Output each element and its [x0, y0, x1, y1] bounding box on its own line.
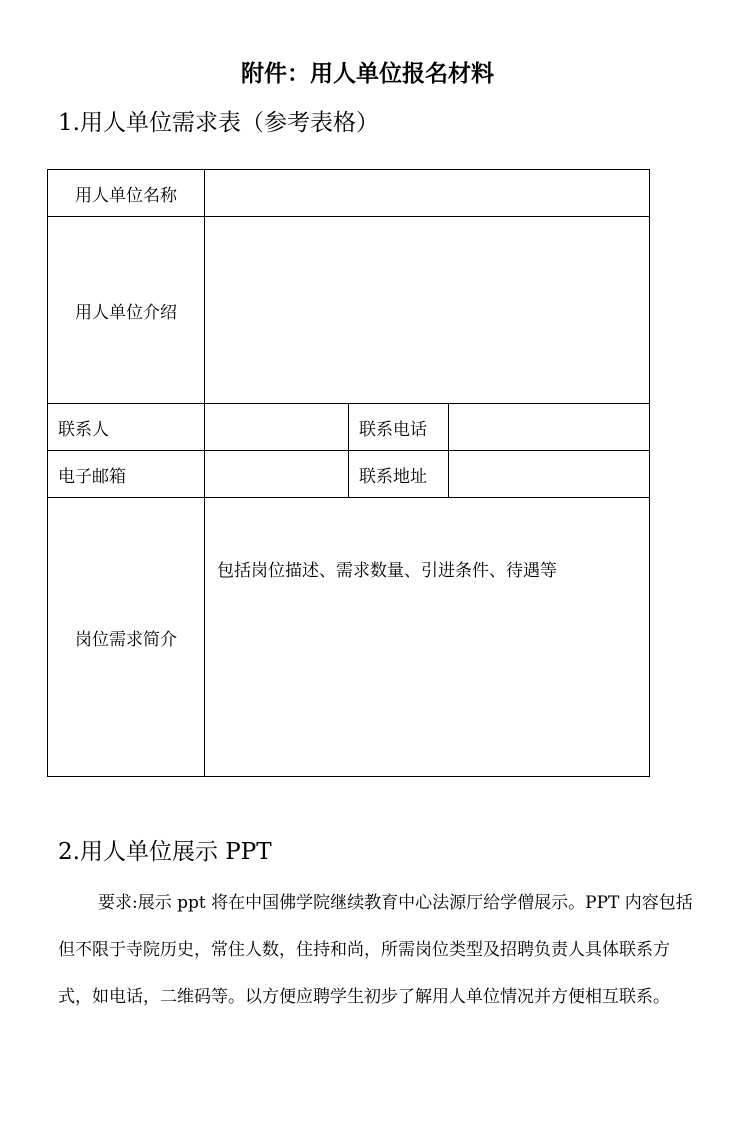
- document-title: 附件：用人单位报名材料: [241, 61, 494, 87]
- email-field[interactable]: [205, 451, 349, 498]
- address-label: 联系地址: [349, 451, 449, 498]
- job-summary-label: 岗位需求简介: [48, 498, 205, 777]
- org-intro-label: 用人单位介绍: [48, 217, 205, 404]
- ppt-requirement-text: 要求:展示 ppt 将在中国佛学院继续教育中心法源厅给学僧展示。PPT 内容包括但不限于寺院历史，常住人数，住持和尚，所需岗位类型及招聘负责人具体联系方式，如电话，二维码等。以方便应聘学生初步了解用人单位情况并方便相互联系。: [58, 893, 693, 1007]
- org-name-field[interactable]: [205, 170, 650, 217]
- table-row-org-intro: [48, 217, 650, 404]
- org-intro-field[interactable]: [205, 217, 650, 404]
- requirements-table: [47, 169, 650, 777]
- table-row-job-summary: [48, 498, 650, 777]
- contact-phone-field[interactable]: [449, 404, 650, 451]
- section-heading-requirements-table: 1.用人单位需求表（参考表格）: [58, 110, 379, 136]
- contact-phone-label: 联系电话: [349, 404, 449, 451]
- job-summary-field[interactable]: 包括岗位描述、需求数量、引进条件、待遇等: [205, 498, 650, 777]
- contact-person-field[interactable]: [205, 404, 349, 451]
- email-label: 电子邮箱: [48, 451, 205, 498]
- address-field[interactable]: [449, 451, 650, 498]
- table-row-contact: [48, 404, 650, 451]
- org-name-label: 用人单位名称: [48, 170, 205, 217]
- section-heading-ppt: 2.用人单位展示 PPT: [58, 839, 272, 865]
- table-row-org-name: [48, 170, 650, 217]
- table-row-email: [48, 451, 650, 498]
- contact-person-label: 联系人: [48, 404, 205, 451]
